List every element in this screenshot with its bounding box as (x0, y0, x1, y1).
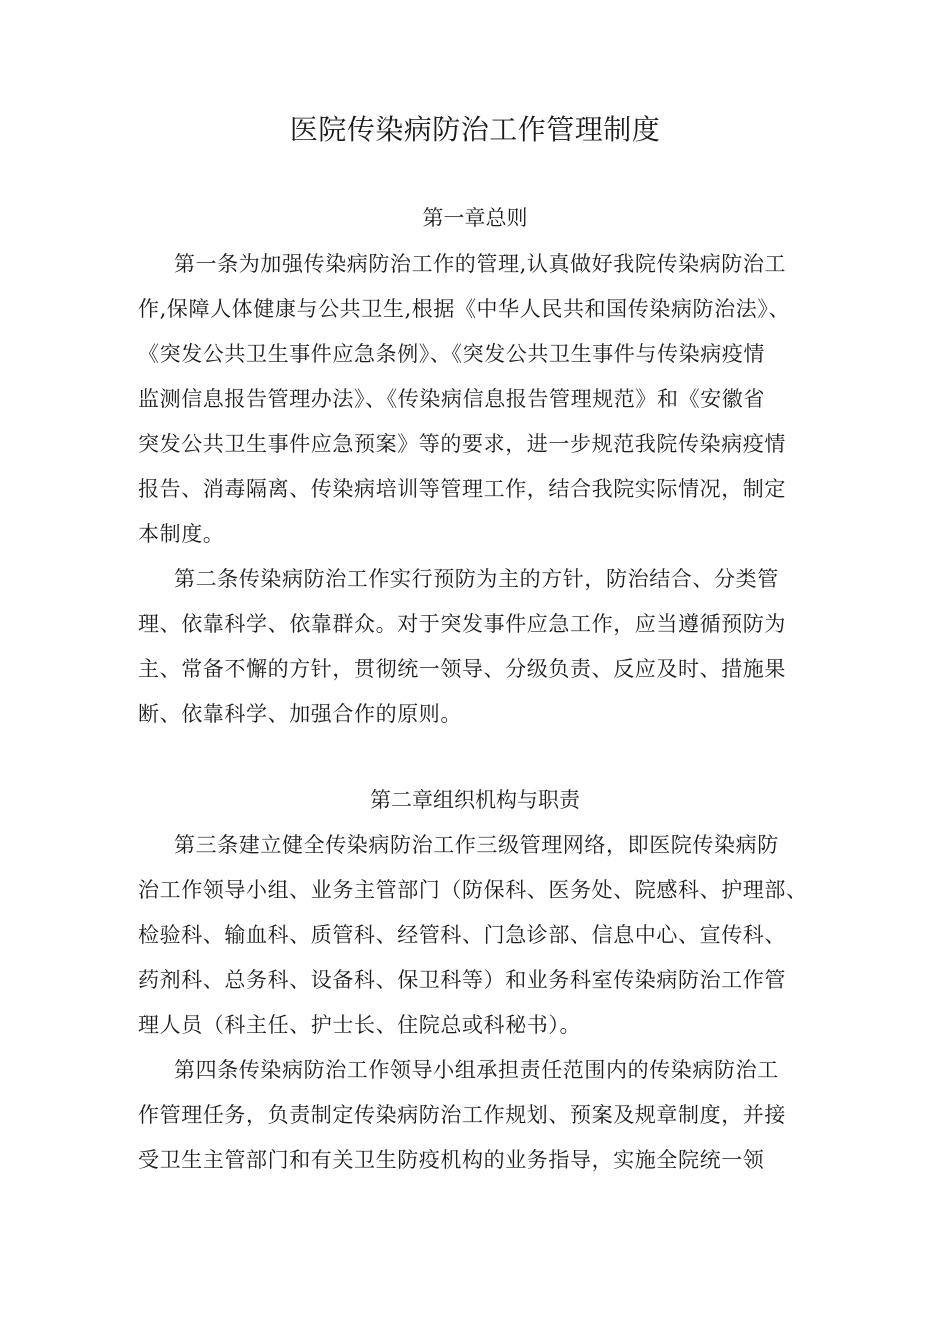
paragraph-line: 作管理任务，负责制定传染病防治工作规划、预案及规章制度，并接 (138, 1103, 786, 1127)
paragraph-line: 检验科、输血科、质管科、经管科、门急诊部、信息中心、宣传科、 (138, 923, 786, 947)
chapter-heading: 第一章总则 (422, 206, 528, 230)
paragraph-line: 受卫生主管部门和有关卫生防疫机构的业务指导，实施全院统一领 (138, 1148, 765, 1172)
article-2-paragraph (138, 557, 838, 737)
paragraph-line: 报告、消毒隔离、传染病培训等管理工作，结合我院实际情况，制定 (138, 477, 786, 501)
paragraph-line: 监测信息报告管理办法》、《传染病信息报告管理规范》和《安徽省 (138, 387, 765, 411)
article-3-paragraph (138, 823, 838, 1048)
paragraph-line: 理、依靠科学、依靠群众。对于突发事件应急工作，应当遵循预防为 (138, 612, 786, 636)
paragraph-line: 第一条为加强传染病防治工作的管理,认真做好我院传染病防治工 (174, 252, 787, 276)
paragraph-line: 《突发公共卫生事件应急条例》、《突发公共卫生事件与传染病疫情 (138, 342, 765, 366)
paragraph-line: 第四条传染病防治工作领导小组承担责任范围内的传染病防治工 (174, 1058, 779, 1082)
article-1-paragraph (138, 242, 838, 557)
paragraph-line: 治工作领导小组、业务主管部门（防保科、医务处、院感科、护理部、 (138, 878, 808, 902)
document-title: 医院传染病防治工作管理制度 (289, 113, 661, 146)
paragraph-line: 第三条建立健全传染病防治工作三级管理网络，即医院传染病防 (174, 833, 779, 857)
chapter-heading: 第二章组织机构与职责 (370, 788, 580, 812)
paragraph-line: 本制度。 (138, 522, 225, 546)
paragraph-line: 理人员（科主任、护士长、住院总或科秘书）。 (138, 1013, 582, 1037)
paragraph-line: 断、依靠科学、加强合作的原则。 (138, 702, 462, 726)
article-4-paragraph (138, 1048, 838, 1183)
paragraph-line: 作,保障人体健康与公共卫生,根据《中华人民共和国传染病防治法》、 (138, 297, 791, 321)
paragraph-line: 药剂科、总务科、设备科、保卫科等）和业务科室传染病防治工作管 (138, 968, 786, 992)
paragraph-line: 主、常备不懈的方针，贯彻统一领导、分级负责、反应及时、措施果 (138, 657, 786, 681)
paragraph-line: 第二条传染病防治工作实行预防为主的方针，防治结合、分类管 (174, 567, 779, 591)
paragraph-line: 突发公共卫生事件应急预案》等的要求，进一步规范我院传染病疫情 (138, 432, 786, 456)
